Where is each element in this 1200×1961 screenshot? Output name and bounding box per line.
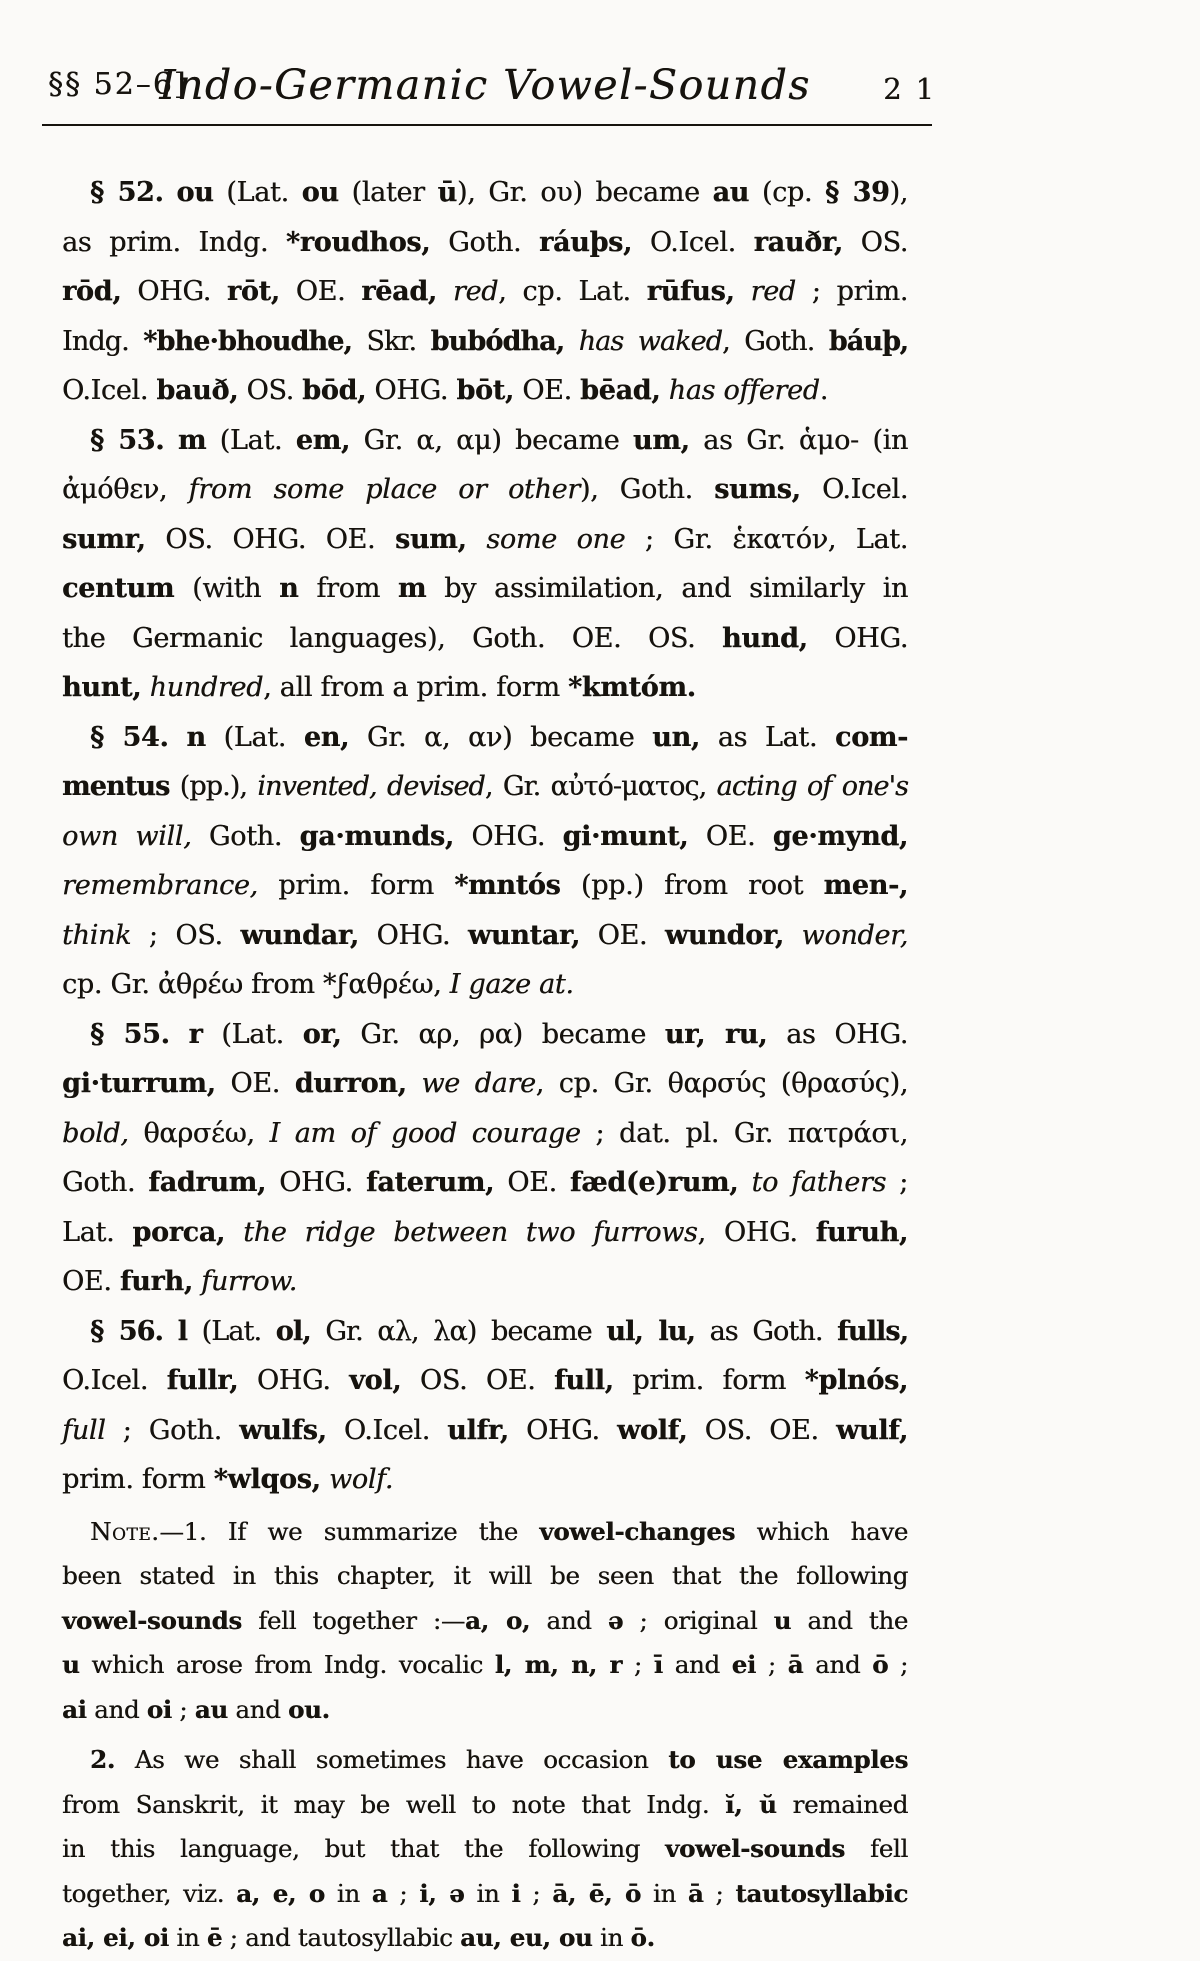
text-run <box>193 1266 201 1297</box>
text-run: furuh, <box>815 1216 908 1248</box>
text-run <box>660 375 668 406</box>
text-run: Goth. <box>62 1167 149 1198</box>
text-run: some one <box>486 523 626 555</box>
text-run: ai, ei, oi <box>62 1923 169 1952</box>
text-run: gi·munt, <box>562 820 689 852</box>
text-run: in this language, but that the following <box>62 1834 666 1863</box>
text-run: ī <box>653 1650 663 1679</box>
text-run: ā <box>687 1878 704 1908</box>
text-run: ; OS. <box>131 919 241 951</box>
text-line <box>62 1510 908 1555</box>
text-line <box>62 416 908 466</box>
text-run: , Gr. αὐτό-ματος, <box>484 771 717 802</box>
text-run: from <box>298 573 398 604</box>
paragraph-54 <box>62 713 908 1010</box>
text-run: from some place or other <box>188 474 580 505</box>
text-run: furh, <box>119 1266 193 1297</box>
text-run: *roudhos, <box>285 226 431 258</box>
text-line <box>62 1406 908 1456</box>
text-line <box>62 1158 908 1208</box>
text-run: in <box>592 1923 631 1952</box>
text-run: ; <box>703 1878 736 1908</box>
text-run: (pp.) from root <box>560 870 824 901</box>
text-run: by assimilation, and similarly in <box>426 573 909 604</box>
text-line <box>62 762 908 812</box>
text-run: Gr. αρ, ρα) became <box>341 1018 665 1050</box>
text-line <box>62 663 908 713</box>
text-run: remembrance, <box>62 870 258 901</box>
text-run: , all from a prim. form <box>263 672 568 703</box>
text-line <box>62 1738 908 1783</box>
text-run: OHG. <box>121 276 227 307</box>
text-run: a, o, <box>465 1605 531 1635</box>
text-run: red <box>750 276 796 307</box>
text-run: (Lat. <box>213 177 302 208</box>
text-run: i <box>511 1878 521 1908</box>
text-run: en, <box>303 721 350 753</box>
text-run: fadrum, <box>148 1167 266 1198</box>
text-run: ; <box>622 1650 654 1679</box>
text-line <box>62 1688 908 1733</box>
text-run: ; prim. <box>795 276 908 307</box>
text-run: been stated in this chapter, it will be seen that the following <box>62 1561 908 1590</box>
text-run: which have <box>735 1516 908 1546</box>
text-run: ; original <box>623 1605 774 1635</box>
text-run: OE. <box>62 1266 120 1297</box>
text-run: rūfus, <box>646 276 735 307</box>
text-run: a, e, o <box>236 1878 325 1908</box>
text-line <box>62 812 908 862</box>
text-run: ; and tautosyllabic <box>222 1923 461 1952</box>
text-line <box>62 267 908 317</box>
text-run: ou. <box>288 1694 330 1724</box>
text-run: i, ə <box>419 1878 465 1908</box>
text-line <box>62 317 908 367</box>
text-run: § 55. <box>90 1018 170 1050</box>
text-run: ; <box>886 1167 908 1198</box>
text-run: OS. OE. <box>687 1414 836 1446</box>
text-line <box>62 1783 908 1828</box>
text-run: furrow. <box>201 1266 297 1297</box>
text-run <box>164 425 178 456</box>
text-run <box>784 920 802 951</box>
text-run: bubódha, <box>430 325 565 357</box>
text-run: § 39 <box>825 177 890 208</box>
text-run: wonder, <box>801 919 908 951</box>
text-run: gi·turrum, <box>62 1068 216 1099</box>
text-run: hunt, <box>62 672 142 703</box>
text-run: rēad, <box>361 276 437 307</box>
text-line <box>62 515 908 565</box>
text-run: wuntar, <box>467 919 580 951</box>
text-line <box>62 1827 908 1872</box>
text-run: acting of one's <box>716 771 908 802</box>
text-run: as Gr. ἁμο- (in <box>689 424 908 456</box>
paragraph-53 <box>62 416 908 713</box>
text-run: sumr, <box>62 523 146 555</box>
text-run <box>564 326 578 357</box>
text-run: which arose from Indg. vocalic <box>79 1650 495 1679</box>
text-line <box>62 564 908 614</box>
running-head-title: Indo-Germanic Vowel-Sounds <box>159 61 811 109</box>
text-run: O.Icel. <box>326 1414 448 1446</box>
text-run: n <box>279 573 299 604</box>
text-line <box>62 1643 908 1688</box>
text-run: Goth. <box>430 226 540 258</box>
text-run: OHG. <box>238 1365 350 1396</box>
text-run: ; <box>888 1650 908 1679</box>
text-run: and <box>227 1694 288 1724</box>
text-run: rauðr, <box>753 226 843 258</box>
paragraph-note-2 <box>62 1738 908 1961</box>
text-run: ei <box>731 1650 756 1679</box>
text-run <box>163 1316 178 1347</box>
text-run: θαρσέω, <box>128 1117 270 1149</box>
text-run: has waked <box>578 325 722 357</box>
text-line <box>62 713 908 763</box>
text-run: bēad, <box>580 375 661 406</box>
text-run: to use examples <box>668 1745 908 1774</box>
text-run: *plnós, <box>804 1365 908 1396</box>
text-run: from Sanskrit, it may be well to note that Indg. <box>62 1789 726 1819</box>
text-run: ō <box>872 1650 889 1679</box>
text-run: as prim. Indg. <box>62 226 286 258</box>
text-run: (Lat. <box>205 721 304 753</box>
text-run: fullr, <box>166 1365 239 1396</box>
text-line <box>62 1455 908 1505</box>
text-run: ; <box>755 1650 788 1679</box>
text-run: ā <box>787 1650 804 1679</box>
text-run: Note. <box>90 1516 160 1546</box>
text-run: prim. form <box>257 870 455 901</box>
text-run: durron, <box>294 1068 407 1099</box>
text-run: Indg. <box>62 325 144 357</box>
text-run: oi <box>146 1694 172 1724</box>
text-run: in <box>464 1878 512 1908</box>
text-run: OE. <box>279 276 362 307</box>
text-run: fæd(e)rum, <box>569 1167 739 1198</box>
text-run: n <box>186 721 206 753</box>
text-run: own will, <box>62 820 192 852</box>
text-run: u <box>773 1605 792 1635</box>
text-run: ə <box>607 1605 624 1635</box>
text-run: O.Icel. <box>800 474 909 505</box>
text-run: bōd, <box>302 375 367 406</box>
text-run: *wlqos, <box>213 1464 321 1495</box>
text-run: § 52. <box>90 177 164 208</box>
text-run: § 54. <box>90 721 169 753</box>
header-rule <box>42 124 932 126</box>
text-run: ; <box>171 1694 195 1724</box>
text-run: (pp.), <box>169 771 258 802</box>
text-run: (cp. <box>749 177 826 208</box>
text-run <box>164 177 177 208</box>
text-line <box>62 614 908 664</box>
running-head-sections: §§ 52–6] <box>48 67 188 102</box>
text-run: fulls, <box>837 1315 908 1347</box>
text-run: *bhe·bhoudhe, <box>143 325 352 357</box>
text-run: Gr. α, αμ) became <box>350 424 633 456</box>
text-run: men-, <box>823 870 908 901</box>
text-run: au, eu, ou <box>460 1923 593 1952</box>
text-line <box>62 1208 908 1258</box>
text-run: OE. <box>494 1167 570 1198</box>
text-line <box>62 1554 908 1599</box>
text-run: OE. <box>579 919 665 951</box>
text-run: l <box>177 1315 187 1347</box>
text-run: OS. <box>238 375 303 406</box>
text-run: O.Icel. <box>62 1365 167 1396</box>
text-run: ; Gr. ἑκατόν, Lat. <box>625 523 908 555</box>
text-run: tautosyllabic <box>735 1878 908 1908</box>
text-run: wundor, <box>664 919 784 951</box>
text-run: remained <box>776 1789 909 1819</box>
text-run: Lat. <box>62 1216 133 1248</box>
text-run: and <box>803 1650 873 1679</box>
text-run: báuþ, <box>828 325 909 357</box>
text-run: ā, ē, ō <box>552 1878 641 1908</box>
text-run: § 53. <box>90 424 165 456</box>
text-run: , cp. Gr. θαρσύς (θρασύς), <box>535 1068 909 1099</box>
text-run: Gr. α, αν) became <box>349 721 653 753</box>
text-line <box>62 218 908 268</box>
text-run: vowel-sounds <box>665 1834 845 1863</box>
text-run: wulf, <box>835 1414 909 1446</box>
text-run <box>407 1068 422 1099</box>
text-run: invented, devised <box>257 771 485 802</box>
text-run: OS. OE. <box>401 1365 555 1396</box>
text-run: Goth. <box>191 820 300 852</box>
text-run: O.Icel. <box>632 226 754 258</box>
text-run: and <box>530 1605 608 1635</box>
text-run: fell <box>844 1834 908 1863</box>
text-run: as Goth. <box>694 1315 838 1347</box>
text-run: As we shall sometimes have occasion <box>114 1745 669 1774</box>
text-run <box>738 1167 751 1198</box>
text-run: com- <box>834 721 908 753</box>
page-header <box>48 58 948 112</box>
text-run: ), <box>889 177 908 208</box>
text-run: in <box>168 1923 207 1952</box>
text-line <box>62 1599 908 1644</box>
text-line <box>62 1109 908 1159</box>
text-run: wolf. <box>328 1464 394 1495</box>
text-run: ; <box>387 1878 420 1908</box>
text-run: § 56. <box>90 1315 163 1347</box>
text-line <box>62 911 908 961</box>
text-run: porca, <box>132 1216 226 1248</box>
text-run <box>321 1464 329 1495</box>
paragraph-55 <box>62 1010 908 1307</box>
text-run: ἀμόθεν, <box>62 474 189 505</box>
text-line <box>62 1257 908 1307</box>
text-run: the Germanic languages), Goth. OE. OS. <box>62 622 722 654</box>
text-line <box>62 1010 908 1060</box>
text-run <box>169 722 187 753</box>
text-line <box>62 1872 908 1917</box>
text-line <box>62 1059 908 1109</box>
text-line <box>62 168 908 218</box>
page-body <box>62 168 908 1961</box>
text-run: and <box>662 1650 732 1679</box>
text-run: ou <box>301 177 339 208</box>
text-run: ou <box>176 177 214 208</box>
text-run: . <box>819 375 828 406</box>
text-run: sum, <box>394 523 467 555</box>
text-run <box>170 1019 189 1050</box>
text-run: has offered <box>668 375 820 406</box>
text-run: m <box>177 424 207 456</box>
text-run: we dare <box>421 1068 536 1099</box>
text-run: faterum, <box>365 1167 495 1198</box>
text-run: um, <box>632 424 690 456</box>
text-run: —1. If we summarize the <box>159 1516 540 1546</box>
text-run: ĭ, ŭ <box>725 1789 777 1819</box>
text-run: wundar, <box>240 919 359 951</box>
text-run: (later <box>338 177 438 208</box>
text-run: OS. OHG. OE. <box>145 523 395 555</box>
text-run: bauð, <box>156 375 239 406</box>
text-run: in <box>324 1878 372 1908</box>
text-run: ), Goth. <box>579 474 715 505</box>
text-run: u <box>62 1650 80 1679</box>
text-run: ), Gr. ου) became <box>456 177 713 208</box>
text-line <box>62 465 908 515</box>
text-run: a <box>371 1878 388 1908</box>
text-run: hundred <box>149 672 264 703</box>
text-run: OHG. <box>807 622 908 654</box>
text-run: ge·mynd, <box>772 820 908 852</box>
text-line <box>62 1356 908 1406</box>
text-run: au <box>712 177 750 208</box>
text-line <box>62 960 908 1010</box>
text-run: , cp. Lat. <box>498 276 647 307</box>
text-line <box>62 1916 908 1961</box>
text-run: O.Icel. <box>62 375 157 406</box>
text-run: ul, lu, <box>606 1315 695 1347</box>
text-run: OHG. <box>366 375 457 406</box>
text-run: r <box>188 1018 203 1050</box>
text-run: full, <box>554 1365 614 1396</box>
text-run: ; <box>520 1878 553 1908</box>
text-run: OE. <box>513 375 581 406</box>
text-run: fell together :— <box>241 1605 466 1635</box>
text-run: *mntós <box>454 870 561 901</box>
text-run: red <box>452 276 499 307</box>
text-run: (Lat. <box>206 424 296 456</box>
text-run: ; dat. pl. Gr. πατράσι, <box>580 1117 908 1149</box>
text-run: ō. <box>630 1923 655 1952</box>
text-run: as Lat. <box>699 721 835 753</box>
text-run: ráuþs, <box>539 226 633 258</box>
text-run <box>225 1217 243 1248</box>
text-run: vol, <box>349 1365 402 1396</box>
text-run: OHG. <box>453 820 563 852</box>
text-run: together, viz. <box>62 1878 237 1908</box>
text-run: centum <box>62 573 175 604</box>
text-run: OHG. <box>508 1414 617 1446</box>
paragraph-56 <box>62 1307 908 1505</box>
text-run: ē <box>206 1923 223 1952</box>
text-run: and the <box>791 1605 909 1635</box>
text-run: 2. <box>90 1745 115 1774</box>
text-run <box>735 276 751 307</box>
text-run: ai <box>62 1694 87 1724</box>
text-run: OE. <box>215 1068 295 1099</box>
text-run: in <box>640 1878 688 1908</box>
text-run: ur, ru, <box>664 1018 768 1050</box>
text-run <box>467 524 487 555</box>
text-run: hund, <box>722 622 808 654</box>
text-run: OS. <box>842 226 908 258</box>
text-run: bold, <box>62 1117 129 1149</box>
text-run: ; Goth. <box>105 1414 240 1446</box>
text-line <box>62 861 908 911</box>
text-run <box>141 672 149 703</box>
text-run: OHG. <box>358 919 468 951</box>
text-run <box>437 276 453 307</box>
text-run: (Lat. <box>186 1315 276 1347</box>
text-run: prim. form <box>613 1365 805 1396</box>
paragraph-52 <box>62 168 908 416</box>
text-run: the ridge between two furrows <box>243 1216 698 1248</box>
text-run: and <box>86 1694 147 1724</box>
text-run: Gr. αλ, λα) became <box>310 1315 607 1347</box>
text-run: un, <box>652 721 700 753</box>
text-run: ū <box>437 177 457 208</box>
text-run: as OHG. <box>767 1018 908 1050</box>
text-run: vowel-changes <box>539 1516 736 1546</box>
text-run: au <box>194 1694 228 1724</box>
text-run: think <box>62 919 132 951</box>
text-run: to fathers <box>751 1167 887 1198</box>
text-run: OE. <box>688 820 773 852</box>
text-run: vowel-sounds <box>62 1605 242 1635</box>
text-run: Skr. <box>351 325 431 357</box>
text-run: or, <box>302 1018 342 1050</box>
page-number: 21 <box>883 72 948 106</box>
text-run: ulfr, <box>447 1414 509 1446</box>
text-run: l, m, n, r <box>494 1650 623 1679</box>
text-run: ol, <box>275 1315 311 1347</box>
text-run: *kmtóm. <box>567 672 696 703</box>
text-run: rōd, <box>62 276 122 307</box>
text-run: m <box>397 573 427 604</box>
text-run: ga·munds, <box>299 820 454 852</box>
text-run: mentus <box>62 771 170 802</box>
text-run: OHG. <box>266 1167 366 1198</box>
text-run: I am of good courage <box>269 1117 581 1149</box>
text-run: (Lat. <box>202 1018 303 1050</box>
text-run: bōt, <box>456 375 514 406</box>
text-run: (with <box>174 573 280 604</box>
text-run: wulfs, <box>239 1414 327 1446</box>
text-run: wolf, <box>616 1414 688 1446</box>
text-run: cp. Gr. ἀθρέω from *ϝαθρέω, <box>62 969 450 1000</box>
text-run: , Goth. <box>722 325 829 357</box>
text-run: prim. form <box>62 1464 214 1495</box>
text-run: full <box>62 1414 106 1446</box>
text-line <box>62 366 908 416</box>
text-run: , OHG. <box>697 1216 816 1248</box>
text-run: sums, <box>714 474 801 505</box>
text-run: rōt, <box>226 276 280 307</box>
paragraph-note-1 <box>62 1510 908 1733</box>
text-run: em, <box>295 424 350 456</box>
text-line <box>62 1307 908 1357</box>
text-run: I gaze at. <box>449 969 574 1000</box>
